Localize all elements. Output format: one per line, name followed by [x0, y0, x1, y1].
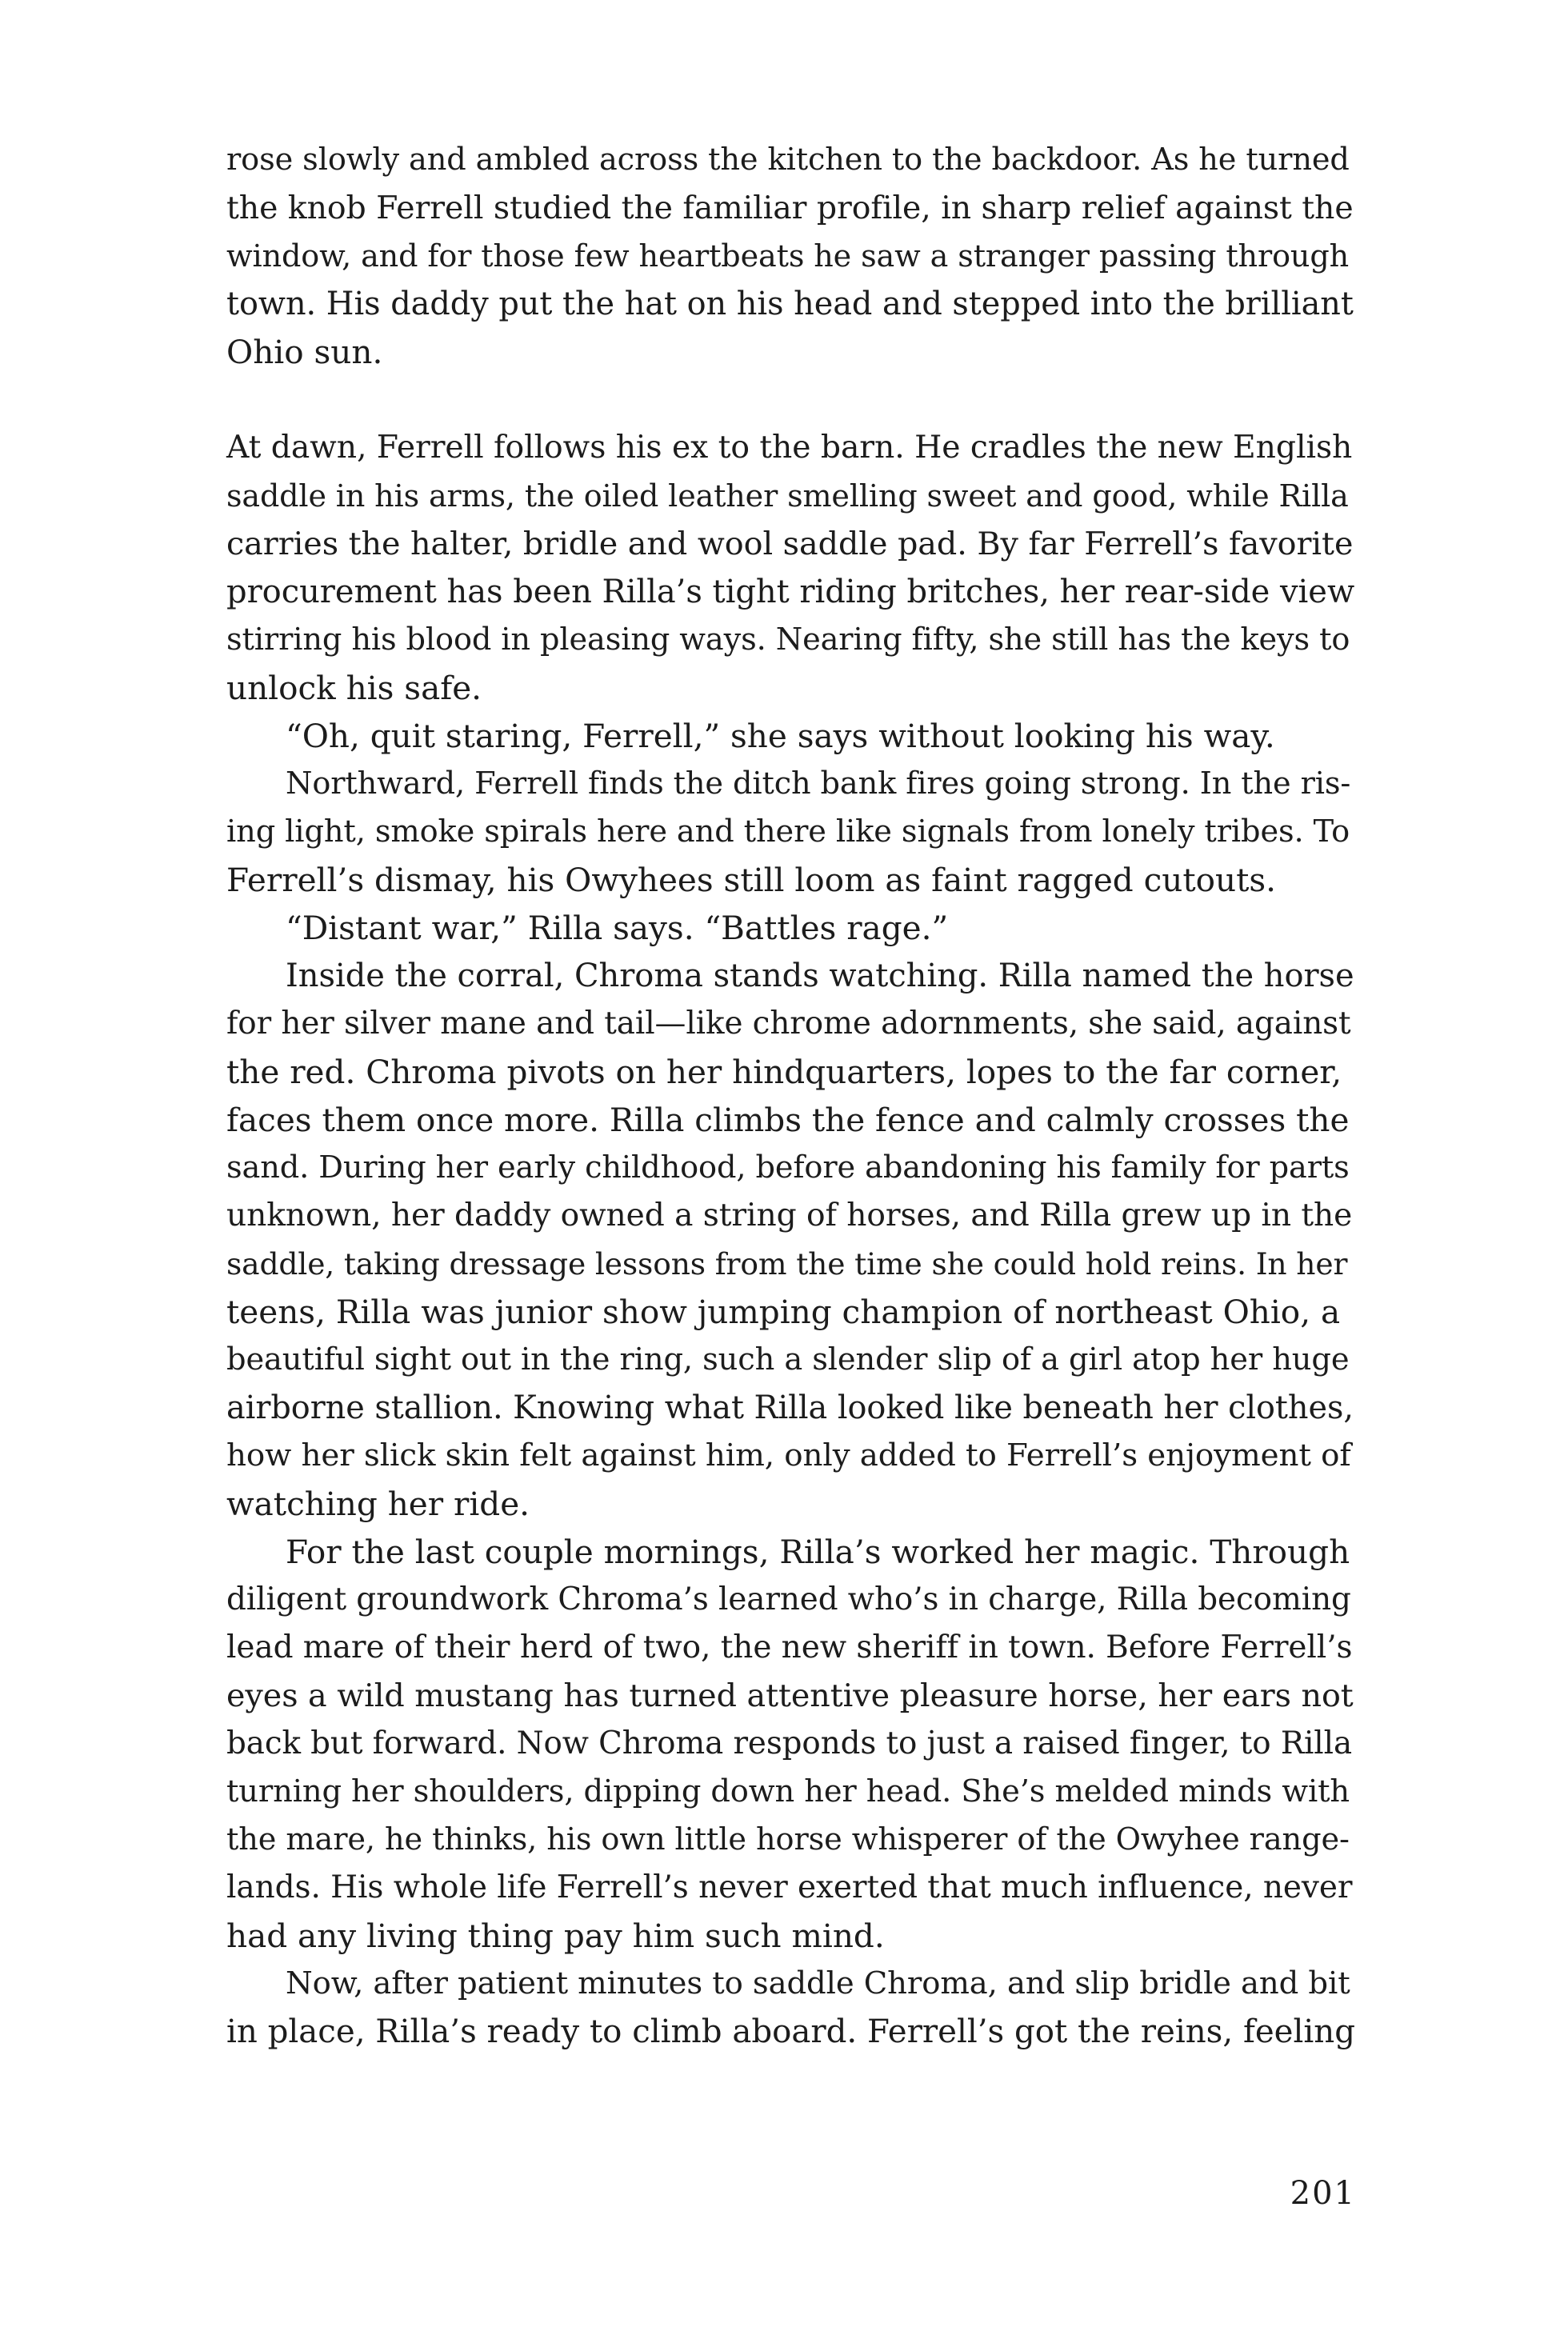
text-line: the mare, he thinks, his own little horse whisperer of the Owyhee range-	[226, 1821, 1350, 1857]
text-line: had any living thing pay him such mind.	[226, 1917, 885, 1955]
paragraph	[226, 1528, 1356, 1960]
paragraph	[226, 1960, 1356, 2056]
paragraph	[226, 904, 1356, 952]
text-line: For the last couple mornings, Rilla’s worked her magic. Through	[286, 1533, 1350, 1571]
opening-paragraph	[226, 136, 1356, 376]
text-line: diligent groundwork Chroma’s learned who’s in charge, Rilla becoming	[226, 1581, 1351, 1617]
text-line: town. His daddy put the hat on his head and stepped into the brilliant	[226, 286, 1354, 322]
text-line: watching her ride.	[226, 1485, 530, 1523]
text-line: the knob Ferrell studied the familiar profile, in sharp relief against the	[226, 190, 1354, 226]
text-line: how her slick skin felt against him, only added to Ferrell’s enjoyment of	[226, 1437, 1351, 1473]
text-line: window, and for those few heartbeats he saw a stranger passing through	[226, 238, 1350, 274]
text-line: “Distant war,” Rilla says. “Battles rage.”	[286, 909, 949, 947]
text-line: airborne stallion. Knowing what Rilla looked like beneath her clothes,	[226, 1389, 1354, 1426]
paragraph	[226, 712, 1356, 760]
text-line: procurement has been Rilla’s tight riding britches, her rear-side view	[226, 574, 1355, 610]
text-line: for her silver mane and tail—like chrome adornments, she said, against	[226, 1006, 1351, 1042]
text-line: in place, Rilla’s ready to climb aboard. Ferrell’s got the reins, feeling	[226, 2013, 1356, 2050]
paragraph	[226, 424, 1356, 712]
text-line: saddle, taking dressage lessons from the time she could hold reins. In her	[226, 1246, 1348, 1281]
text-line: “Oh, quit staring, Ferrell,” she says without looking his way.	[286, 717, 1275, 755]
text-line: At dawn, Ferrell follows his ex to the barn. He cradles the new English	[226, 430, 1353, 466]
text-line: Now, after patient minutes to saddle Chroma, and slip bridle and bit	[286, 1965, 1350, 2001]
text-line: ing light, smoke spirals here and there like signals from lonely tribes. To	[226, 814, 1350, 850]
text-line: stirring his blood in pleasing ways. Nearing fifty, she still has the keys to	[226, 622, 1350, 658]
text-line: Ferrell’s dismay, his Owyhees still loom as faint ragged cutouts.	[226, 861, 1277, 899]
page-number: 201	[1290, 2175, 1356, 2212]
text-line: back but forward. Now Chroma responds to just a raised finger, to Rilla	[226, 1725, 1353, 1761]
text-line: carries the halter, bridle and wool saddle pad. By far Ferrell’s favorite	[226, 526, 1354, 562]
text-line: Inside the corral, Chroma stands watching. Rilla named the horse	[286, 958, 1354, 994]
text-line: the red. Chroma pivots on her hindquarters, lopes to the far corner,	[226, 1053, 1342, 1091]
text-line: sand. During her early childhood, before abandoning his family for parts	[226, 1150, 1350, 1185]
text-line: unlock his safe.	[226, 669, 482, 707]
body-text	[226, 136, 1356, 2056]
text-line: lands. His whole life Ferrell’s never exerted that much influence, never	[226, 1869, 1353, 1905]
text-line: Ohio sun.	[226, 333, 383, 371]
text-line: faces them once more. Rilla climbs the fence and calmly crosses the	[226, 1101, 1350, 1139]
text-line: turning her shoulders, dipping down her head. She’s melded minds with	[226, 1773, 1350, 1809]
paragraph	[226, 952, 1356, 1528]
text-line: beautiful sight out in the ring, such a slender slip of a girl atop her huge	[226, 1341, 1350, 1377]
text-line: teens, Rilla was junior show jumping champion of northeast Ohio, a	[226, 1293, 1341, 1331]
text-line: Northward, Ferrell finds the ditch bank fires going strong. In the ris-	[286, 766, 1351, 802]
text-line: unknown, her daddy owned a string of horses, and Rilla grew up in the	[226, 1197, 1353, 1233]
text-line: saddle in his arms, the oiled leather smelling sweet and good, while Rilla	[226, 478, 1349, 514]
text-line: eyes a wild mustang has turned attentive pleasure horse, her ears not	[226, 1677, 1354, 1714]
text-line: lead mare of their herd of two, the new sheriff in town. Before Ferrell’s	[226, 1629, 1353, 1665]
section-break	[226, 376, 1356, 424]
paragraph	[226, 760, 1356, 904]
text-line: rose slowly and ambled across the kitchen to the backdoor. As he turned	[226, 142, 1350, 178]
